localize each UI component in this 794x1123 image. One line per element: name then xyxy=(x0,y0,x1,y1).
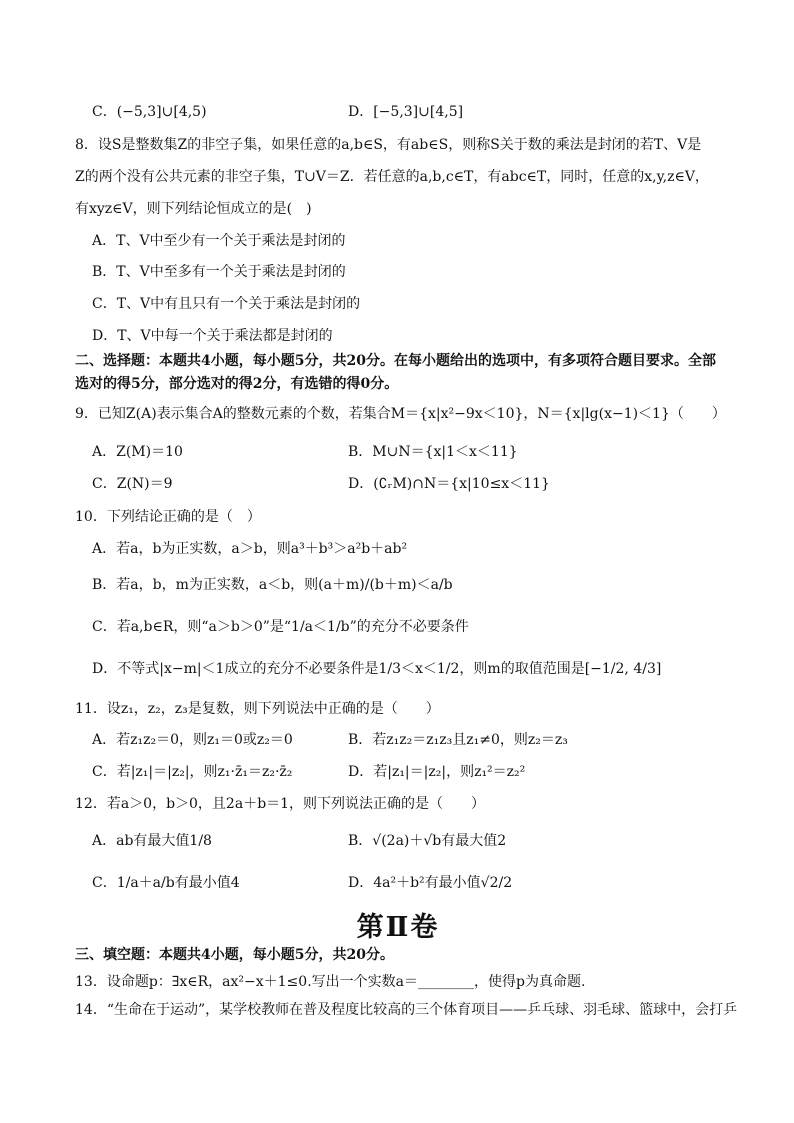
q9-option-a: A．Z(M)＝10 xyxy=(92,444,183,460)
part2-title: 第Ⅱ卷 xyxy=(356,912,440,943)
q8-stem-line2: Z的两个没有公共元素的非空子集，T∪V＝Z．若任意的a,b,c∈T，有abc∈T，同时，任意的x,y,z∈V， xyxy=(75,169,709,185)
q11-option-c: C．若|z₁|＝|z₂|，则z₁·z̄₁＝z₂·z̄₂ xyxy=(92,764,293,780)
section3-heading: 三、填空题：本题共4小题，每小题5分，共20分。 xyxy=(75,947,394,963)
q9-option-b: B．M∪N＝{x|1＜x＜11} xyxy=(348,444,518,460)
q8-stem-line3: 有xyz∈V，则下列结论恒成立的是( ) xyxy=(75,201,312,217)
q12-option-c: C．1/a＋a/b有最小值4 xyxy=(92,875,240,891)
q10-option-c: C．若a,b∈R，则“a＞b＞0”是“1/a＜1/b”的充分不必要条件 xyxy=(92,619,469,635)
q7-option-d: D．[−5,3]∪[4,5] xyxy=(348,104,464,120)
q12-stem: 12．若a＞0，b＞0，且2a＋b＝1，则下列说法正确的是（ ） xyxy=(75,796,486,812)
q8-option-b: B．T、V中至多有一个关于乘法是封闭的 xyxy=(92,264,346,280)
q11-option-a: A．若z₁z₂＝0，则z₁＝0或z₂＝0 xyxy=(92,732,293,748)
q8-option-c: C．T、V中有且只有一个关于乘法是封闭的 xyxy=(92,296,361,312)
q11-option-b: B．若z₁z₂＝z₁z₃且z₁≠0，则z₂＝z₃ xyxy=(348,732,568,748)
q9-stem: 9．已知Z(A)表示集合A的整数元素的个数，若集合M＝{x|x²−9x＜10}，N＝{x|lg(x−1)＜1}（ ） xyxy=(75,406,726,422)
q12-option-b: B．√(2a)＋√b有最大值2 xyxy=(348,833,507,849)
section2-heading-line1: 二、选择题：本题共4小题，每小题5分，共20分。在每小题给出的选项中，有多项符合题目要求。全部 xyxy=(75,353,716,369)
q12-option-d: D．4a²＋b²有最小值√2/2 xyxy=(348,875,513,891)
q8-option-d: D．T、V中每一个关于乘法都是封闭的 xyxy=(92,328,333,344)
q11-stem: 11．设z₁，z₂，z₃是复数，则下列说法中正确的是（ ） xyxy=(75,701,440,717)
q10-option-d: D．不等式|x−m|＜1成立的充分不必要条件是1/3＜x＜1/2，则m的取值范围是[−1/2, 4/3] xyxy=(92,661,662,677)
q13-stem: 13．设命题p：∃x∈R，ax²−x＋1≤0.写出一个实数a＝________，使得p为真命题. xyxy=(75,974,586,990)
q8-option-a: A．T、V中至少有一个关于乘法是封闭的 xyxy=(92,233,346,249)
q9-option-d: D．(∁ᵣM)∩N＝{x|10≤x＜11} xyxy=(348,476,550,492)
q9-option-c: C．Z(N)＝9 xyxy=(92,476,173,492)
q11-option-d: D．若|z₁|＝|z₂|，则z₁²＝z₂² xyxy=(348,764,526,780)
q10-option-b: B．若a，b，m为正实数，a＜b，则(a＋m)/(b＋m)＜a/b xyxy=(92,577,453,593)
q8-stem-line1: 8．设S是整数集Z的非空子集，如果任意的a,b∈S，有ab∈S，则称S关于数的乘法是封闭的若T、V是 xyxy=(75,137,702,153)
section2-heading-line2: 选对的得5分，部分选对的得2分，有选错的得0分。 xyxy=(75,376,399,392)
q10-stem: 10．下列结论正确的是（ ） xyxy=(75,509,261,525)
q7-option-c: C．(−5,3]∪[4,5) xyxy=(92,104,207,120)
q14-stem: 14．“生命在于运动”，某学校教师在普及程度比较高的三个体育项目——乒乓球、羽毛球、篮球中，会打乒 xyxy=(75,1002,738,1018)
q12-option-a: A．ab有最大值1/8 xyxy=(92,833,212,849)
q10-option-a: A．若a，b为正实数，a＞b，则a³＋b³＞a²b＋ab² xyxy=(92,541,408,557)
